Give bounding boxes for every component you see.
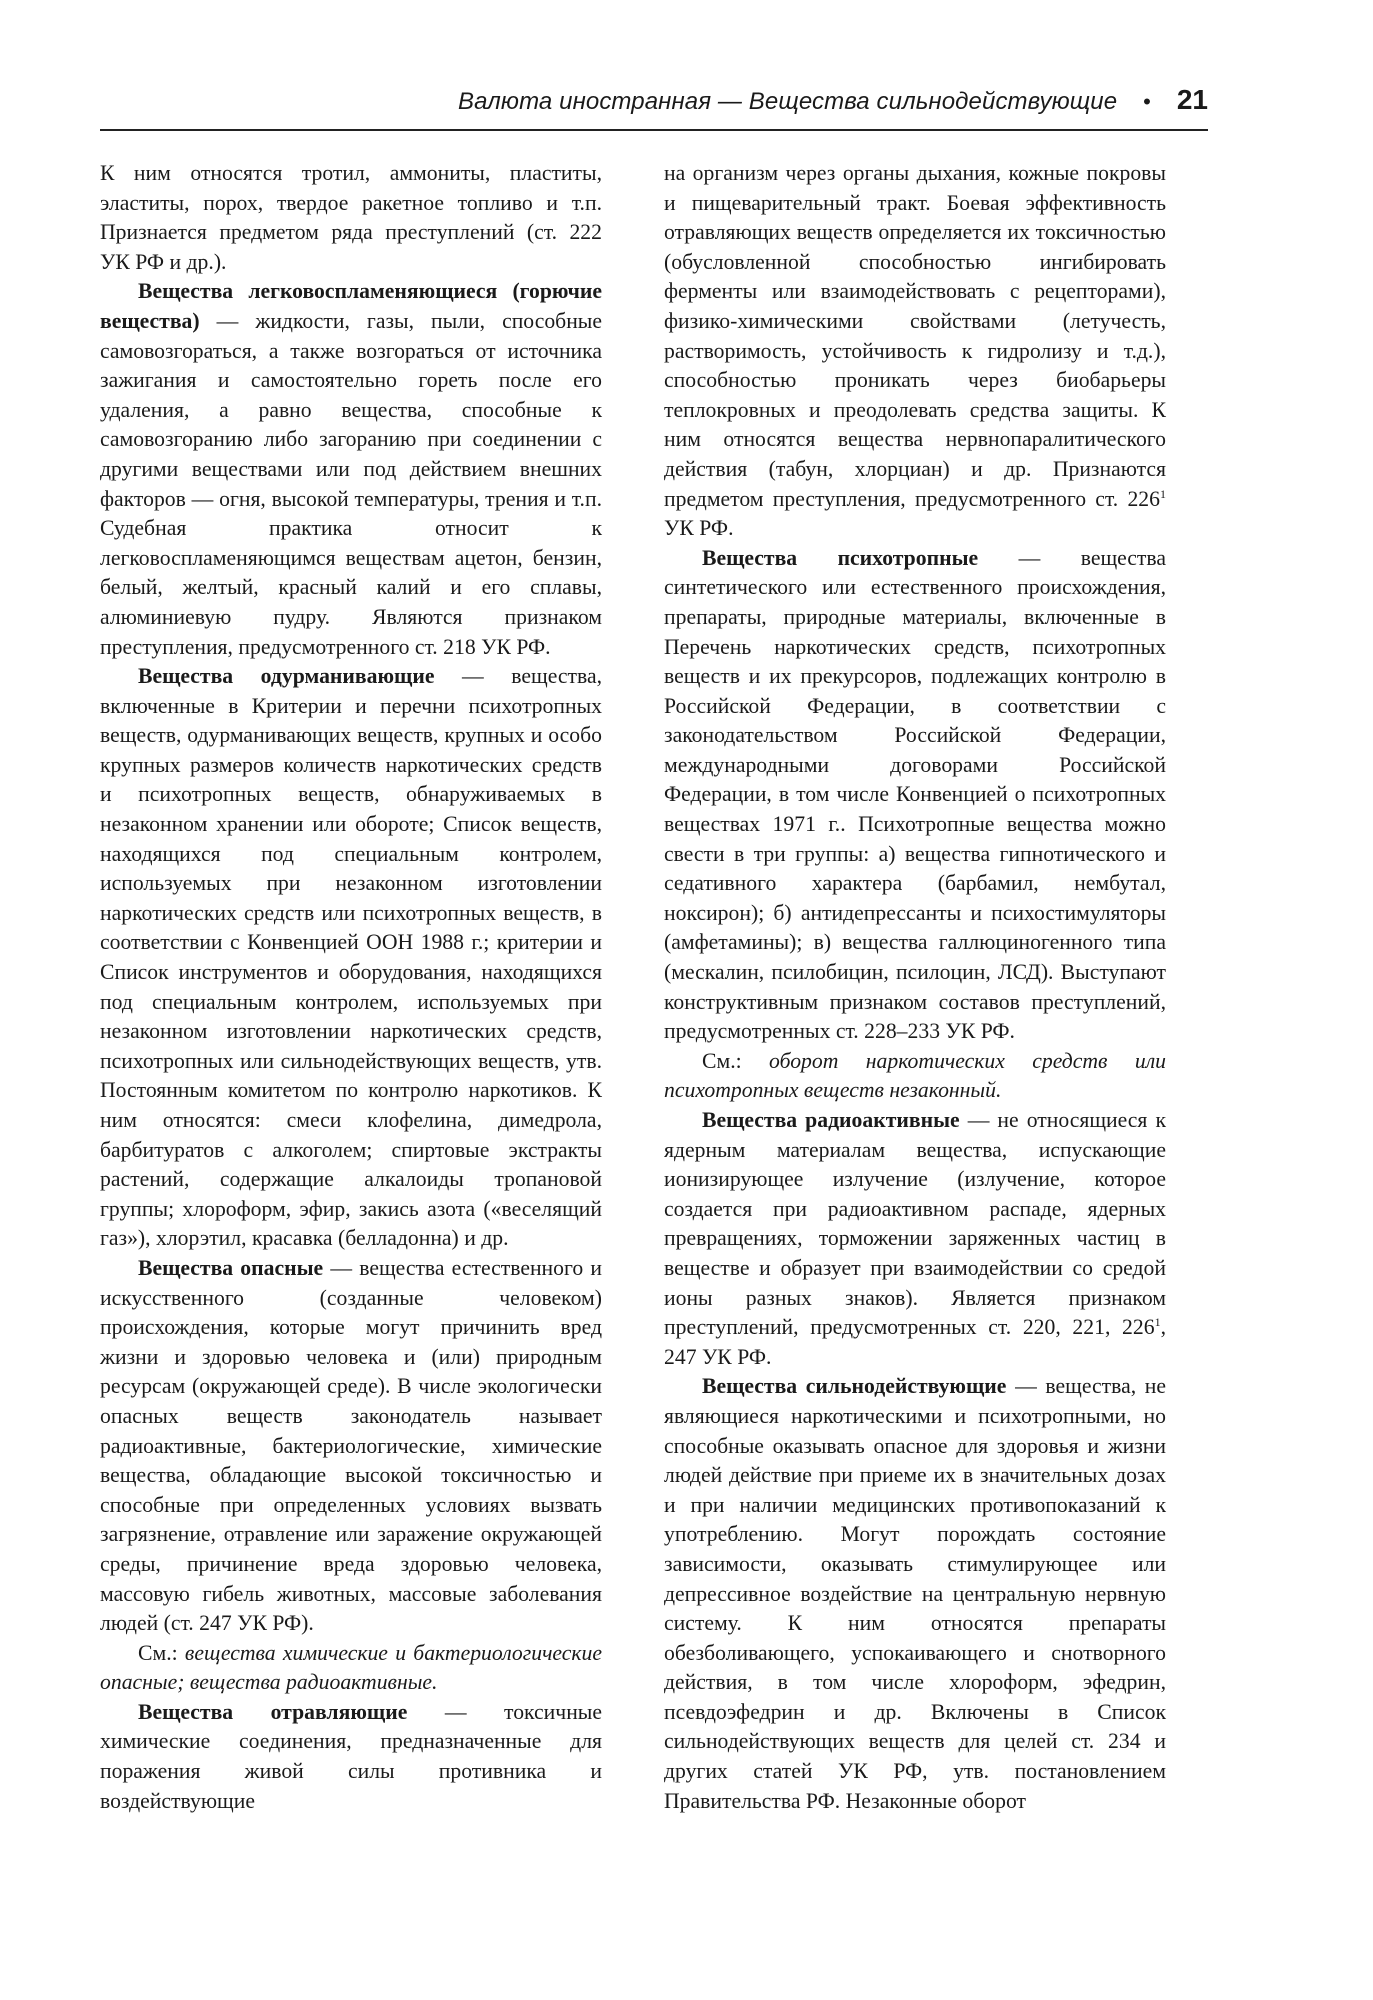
entry-term: Вещества сильнодействующие [702,1374,1007,1399]
header-rule [100,129,1208,131]
paragraph-text: УК РФ. [664,516,734,541]
entry-dangerous [100,1254,602,1639]
see-reference: вещества химические и бактериологические опасные; вещества радиоактивные. [100,1640,602,1695]
left-column [100,159,602,1816]
see-label: См.: [138,1640,185,1665]
see-also [100,1639,602,1698]
entry-intoxicating [100,662,602,1254]
see-also [664,1047,1166,1106]
entry-flammable [100,277,602,662]
entry-psychotropic [664,544,1166,1047]
entry-text: — не относящиеся к ядерным материалам вещества, испускающие ионизирующее излучение (излучение, которое создается при радиоактивном распаде, ядерных превращениях, торможении заряженных частиц в веществе и образует при взаимодействии со средой ионы разных знаков). Является признаком преступлений, предусмотренных ст. 220, 221, 226 [664,1108,1166,1340]
entry-text: — вещества, не являющиеся наркотическими и психотропными, но способные оказывать опасное для здоровья и жизни людей действие при приеме их в значительных дозах и при наличии медицинских противопоказаний к употреблению. Могут порождать состояние зависимости, оказывать стимулирующее или депрессивное воздействие на центральную нервную систему. К ним относятся препараты обезболивающего, успокаивающего и снотворного действия, в том числе хлороформ, эфедрин, псевдоэфедрин и др. Включены в Список сильнодействующих веществ для целей ст. 234 и других статей УК РФ, утв. постановлением Правительства РФ. Незаконные оборот [664,1374,1166,1813]
entry-text: — вещества, включенные в Критерии и перечни психотропных веществ, одурманивающих веществ, крупных и особо крупных размеров количеств наркотических средств и психотропных веществ, обнаруживаемых в незаконном хранении или обороте; Список веществ, находящихся под специальным контролем, используемых при незаконном изготовлении наркотических средств или психотропных веществ, в соответствии с Конвенцией ООН 1988 г.; критерии и Список инструментов и оборудования, находящихся под специальным контролем, используемых при незаконном изготовлении наркотических средств, психотропных или сильнодействующих веществ, утв. Постоянным комитетом по контролю наркотиков. К ним относятся: смеси клофелина, димедрола, барбитуратов с алкоголем; спиртовые экстракты растений, содержащие алкалоиды тропановой группы; хлороформ, эфир, закись азота («веселящий газ»), хлорэтил, красавка (белладонна) и др. [100,664,602,1251]
superscript: 1 [1160,486,1166,501]
right-column [664,159,1166,1816]
entry-text: — токсичные химические соединения, предназначенные для поражения живой силы противника и воздействующие [100,1699,602,1813]
paragraph-text: К ним относятся тротил, аммониты, пластиты, эластиты, порох, твердое ракетное топливо и т.п. Признается предметом ряда преступлений (ст. 222 УК РФ и др.). [100,161,602,274]
entry-term: Вещества одурманивающие [138,664,435,689]
paragraph [664,159,1166,544]
page-number: 21 [1176,84,1208,115]
running-title: Валюта иностранная — Вещества сильнодействующие [458,88,1118,115]
entry-term: Вещества радиоактивные [702,1108,960,1132]
superscript: 1 [1154,1315,1161,1330]
see-reference: оборот наркотических средств или психотропных веществ незаконный. [664,1048,1166,1103]
running-head [100,84,1208,124]
entry-text: — вещества синтетического или естественного происхождения, препараты, природные материалы, включенные в Перечень наркотических средств, психотропных веществ и их прекурсоров, подлежащих контролю в Российской Федерации, в соответствии с законодательством Российской Федерации, международными договорами Российской Федерации, в том числе Конвенцией о психотропных веществах 1971 г.. Психотропные вещества можно свести в три группы: а) вещества гипнотического и седативного характера (барбамил, нембутал, ноксирон); б) антидепрессанты и психостимуляторы (амфетамины); в) вещества галлюциногенного типа (мескалин, псилобицин, псилоцин, ЛСД). Выступают конструктивным признаком составов преступлений, предусмотренных ст. 228–233 УК РФ. [664,545,1166,1044]
entry-poisonous [100,1698,602,1816]
entry-radioactive [664,1106,1166,1372]
see-label: См.: [702,1048,770,1073]
entry-term: Вещества психотропные [702,545,979,570]
entry-text: , 247 УК РФ. [664,1315,1166,1369]
entry-term: Вещества легковоспламеняющиеся (горючие вещества) [100,279,602,333]
paragraph [100,159,602,277]
entry-text: — жидкости, газы, пыли, способные самовозгораться, а также возгораться от источника зажигания и самостоятельно гореть после его удаления, а равно вещества, способные к самовозгоранию либо загоранию при соединении с другими веществами или под действием внешних факторов — огня, высокой температуры, трения и т.п. Судебная практика относит к легковоспламеняющимся веществам ацетон, бензин, белый, желтый, красный калий и его сплавы, алюминиевую пудру. Являются признаком преступления, предусмотренного ст. 218 УК РФ. [100,308,602,659]
entry-term: Вещества отравляющие [138,1699,408,1724]
entry-potent [664,1372,1166,1816]
entry-text: — вещества естественного и искусственного (созданные человеком) происхождения, которые могут причинить вред жизни и здоровью человека и (или) природным ресурсам (окружающей среде). В числе экологически опасных веществ законодатель называет радиоактивные, бактериологические, химические вещества, обладающие высокой токсичностью и способные при определенных условиях вызвать загрязнение, отравление или заражение окружающей среды, причинение вреда здоровью человека, массовую гибель животных, массовые заболевания людей (ст. 247 УК РФ). [100,1255,602,1636]
paragraph-text: на организм через органы дыхания, кожные покровы и пищеварительный тракт. Боевая эффективность отравляющих веществ определяется их токсичностью (обусловленной способностью ингибировать ферменты или взаимодействовать с рецепторами), физико-химическими свойствами (летучесть, растворимость, устойчивость к гидролизу и т.д.), способностью проникать через биобарьеры теплокровных и преодолевать средства защиты. К ним относятся вещества нервнопаралитического действия (табун, хлорциан) и др. Признаются предметом преступления, предусмотренного ст. 226 [664,161,1166,511]
bullet-separator: • [1143,89,1151,114]
entry-term: Вещества опасные [138,1255,324,1280]
